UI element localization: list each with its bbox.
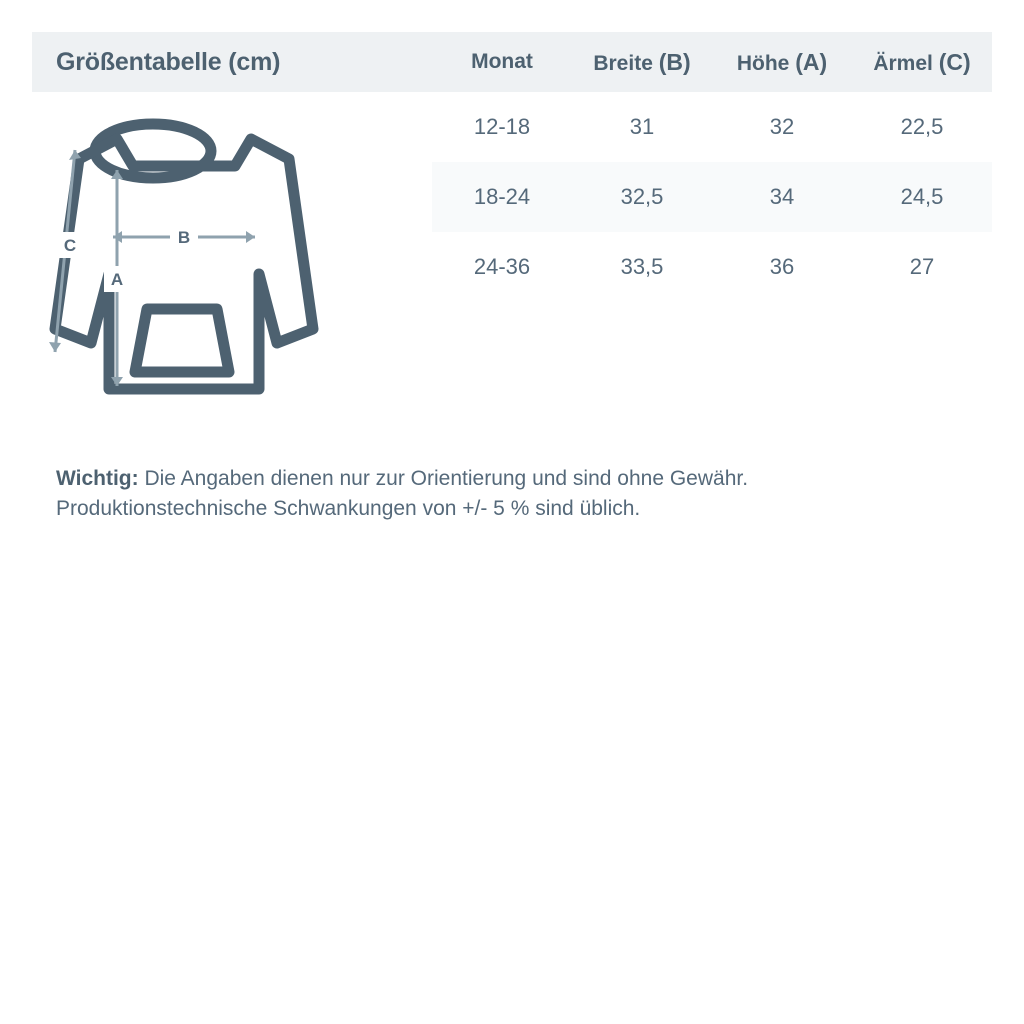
table-header-row — [32, 32, 992, 92]
column-header-breite-dim: (B) — [658, 48, 691, 75]
column-header-breite-label: Breite — [593, 51, 659, 75]
cell-aermel: 22,5 — [900, 114, 944, 139]
column-header-aermel-label: Ärmel — [873, 51, 939, 75]
table-row — [432, 162, 992, 232]
column-header-breite — [572, 49, 712, 76]
cell-hoehe: 36 — [769, 254, 795, 279]
dimension-label-c: C — [63, 236, 77, 255]
table-row — [432, 92, 992, 162]
page-title: Größentabelle (cm) — [56, 47, 281, 76]
measurements-table — [432, 92, 992, 302]
column-header-hoehe — [712, 49, 852, 76]
column-header-aermel-dim: (C) — [938, 48, 971, 75]
cell-hoehe: 34 — [769, 184, 795, 209]
cell-aermel: 27 — [909, 254, 935, 279]
column-header-hoehe-dim: (A) — [795, 48, 828, 75]
chart-body — [32, 92, 992, 434]
cell-monat: 12-18 — [473, 114, 531, 139]
cell-breite: 32,5 — [620, 184, 664, 209]
column-header-aermel — [852, 49, 992, 76]
column-header-monat — [432, 50, 572, 74]
hoodie-icon — [47, 114, 417, 434]
dimension-label-b: B — [177, 228, 191, 247]
dimension-label-a: A — [110, 270, 124, 289]
cell-aermel: 24,5 — [900, 184, 944, 209]
column-header-hoehe-label: Höhe — [736, 51, 796, 75]
cell-monat: 18-24 — [473, 184, 531, 209]
column-header-monat-label: Monat — [471, 50, 533, 73]
disclaimer-prefix: Wichtig: — [56, 467, 139, 490]
disclaimer-note — [32, 464, 986, 524]
cell-monat: 24-36 — [473, 254, 531, 279]
cell-hoehe: 32 — [769, 114, 795, 139]
hoodie-diagram — [32, 92, 432, 434]
cell-breite: 33,5 — [620, 254, 664, 279]
table-row — [432, 232, 992, 302]
cell-breite: 31 — [629, 114, 655, 139]
disclaimer-line2: Produktionstechnische Schwankungen von +/- 5 % sind üblich. — [56, 496, 641, 520]
size-chart — [32, 32, 992, 524]
disclaimer-line1: Die Angaben dienen nur zur Orientierung und sind ohne Gewähr. — [138, 467, 749, 490]
